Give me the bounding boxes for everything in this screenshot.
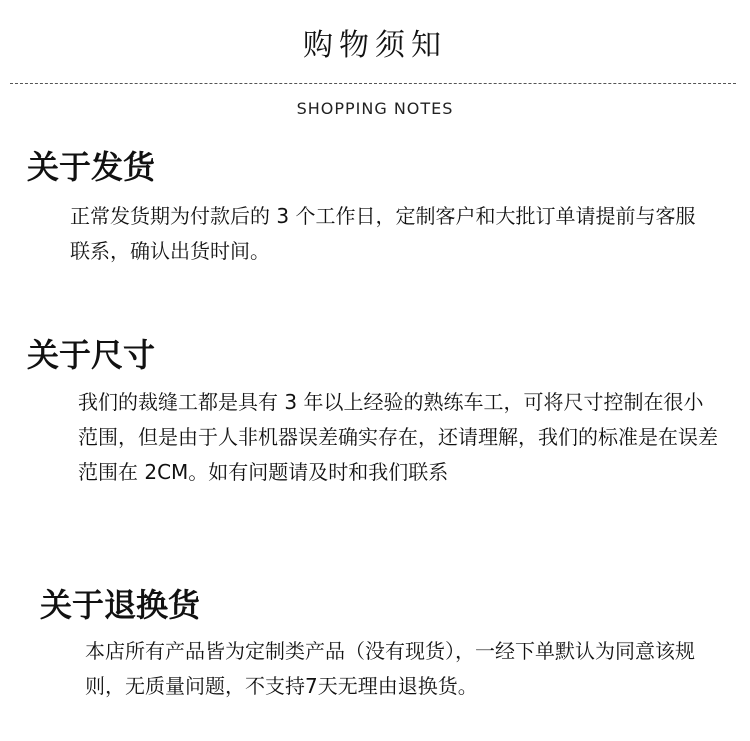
section-body-shipping: 正常发货期为付款后的 3 个工作日，定制客户和大批订单请提前与客服联系，确认出货时间。 (70, 204, 696, 263)
section-heading-size: 关于尺寸 (27, 336, 156, 374)
section-heading-shipping: 关于发货 (27, 148, 156, 186)
section-body-size: 我们的裁缝工都是具有 3 年以上经验的熟练车工，可将尺寸控制在很小范围，但是由于人非机器误差确实存在，还请理解，我们的标准是在误差范围在 2CM。如有问题请及时和我们联系 (78, 390, 718, 484)
section-body-returns: 本店所有产品皆为定制类产品（没有现货），一经下单默认为同意该规则，无质量问题，不支持7天无理由退换货。 (85, 639, 695, 698)
page-subtitle: SHOPPING NOTES (296, 99, 454, 118)
section-heading-returns: 关于退换货 (40, 586, 201, 624)
page-title: 购物须知 (303, 28, 447, 63)
dashed-divider (10, 83, 736, 84)
